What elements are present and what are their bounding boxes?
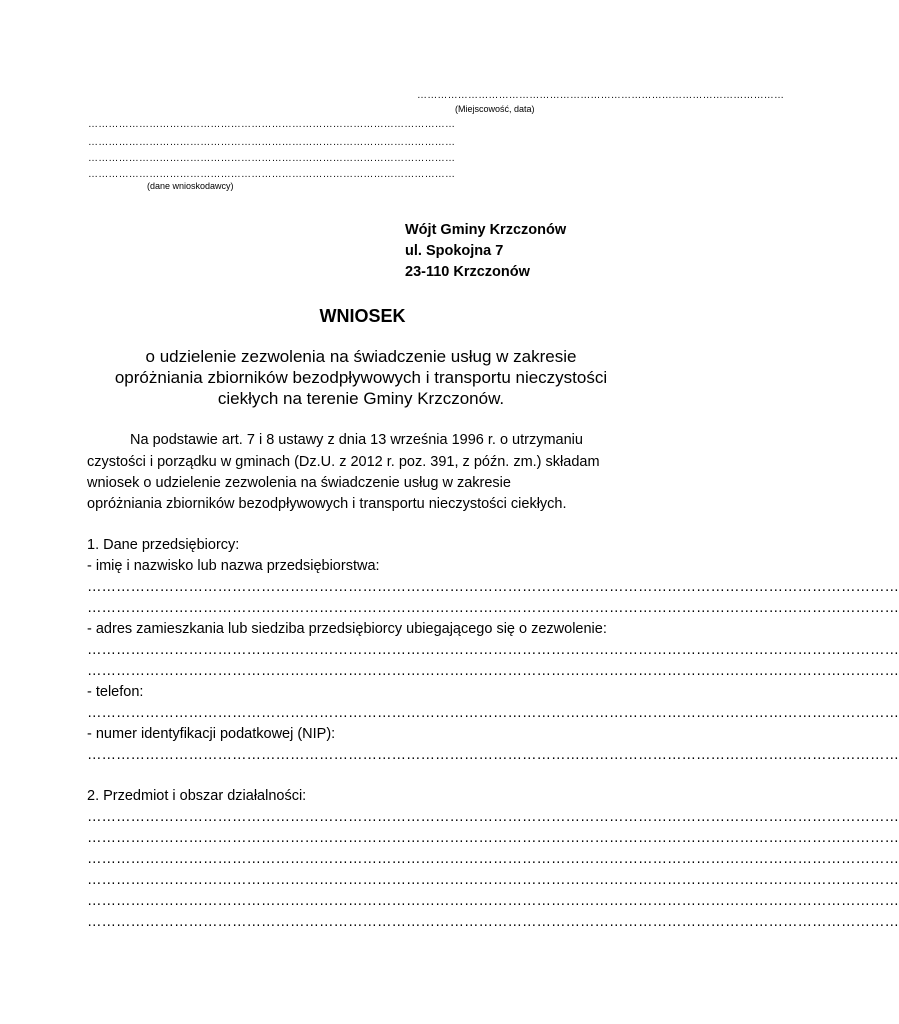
nip-field[interactable]: …………………………………………………………………………………………………………………………………………………… — [87, 747, 899, 763]
address-field-1[interactable]: …………………………………………………………………………………………………………………………………………………… — [87, 642, 899, 658]
section1-heading: 1. Dane przedsiębiorcy: — [87, 537, 240, 553]
phone-label: - telefon: — [87, 684, 144, 700]
name-field-2[interactable]: …………………………………………………………………………………………………………………………………………………… — [87, 600, 899, 616]
activity-field-4[interactable]: …………………………………………………………………………………………………………………………………………………… — [87, 872, 899, 888]
activity-field-2[interactable]: …………………………………………………………………………………………………………………………………………………… — [87, 830, 899, 846]
intro-line-2: czystości i porządku w gminach (Dz.U. z 2012 r. poz. 391, z późn. zm.) składam — [87, 454, 600, 470]
address-label: - adres zamieszkania lub siedziba przedsiębiorcy ubiegającego się o zezwolenie: — [87, 621, 607, 637]
applicant-field-1[interactable]: ……………………………………………………………………………………………… — [88, 119, 456, 130]
recipient-line-1: Wójt Gminy Krzczonów — [405, 222, 567, 238]
subtitle-line-2: opróżniania zbiorników bezodpływowych i transportu nieczystości — [114, 368, 608, 387]
activity-field-6[interactable]: …………………………………………………………………………………………………………………………………………………… — [87, 914, 899, 930]
subtitle-line-1: o udzielenie zezwolenia na świadczenie usług w zakresie — [145, 347, 577, 366]
intro-line-1: Na podstawie art. 7 i 8 ustawy z dnia 13 września 1996 r. o utrzymaniu — [130, 432, 583, 448]
intro-line-3: wniosek o udzielenie zezwolenia na świadczenie usług w zakresie — [87, 475, 511, 491]
intro-line-4: opróżniania zbiorników bezodpływowych i transportu nieczystości ciekłych. — [87, 496, 567, 512]
applicant-field-2[interactable]: ……………………………………………………………………………………………… — [88, 137, 456, 148]
place-date-field[interactable]: ……………………………………………………………………………………………… — [417, 90, 785, 101]
activity-field-3[interactable]: …………………………………………………………………………………………………………………………………………………… — [87, 851, 899, 867]
applicant-field-3[interactable]: ……………………………………………………………………………………………… — [88, 153, 456, 164]
document-title: WNIOSEK — [319, 306, 406, 326]
name-label: - imię i nazwisko lub nazwa przedsiębiorstwa: — [87, 558, 380, 574]
activity-field-1[interactable]: …………………………………………………………………………………………………………………………………………………… — [87, 809, 899, 825]
section2-heading: 2. Przedmiot i obszar działalności: — [87, 788, 307, 804]
recipient-line-3: 23-110 Krzczonów — [405, 264, 530, 280]
address-field-2[interactable]: …………………………………………………………………………………………………………………………………………………… — [87, 663, 899, 679]
applicant-caption: (dane wnioskodawcy) — [147, 181, 234, 191]
nip-label: - numer identyfikacji podatkowej (NIP): — [87, 726, 336, 742]
recipient-line-2: ul. Spokojna 7 — [405, 243, 504, 259]
place-date-caption: (Miejscowość, data) — [455, 104, 535, 114]
applicant-field-4[interactable]: ……………………………………………………………………………………………… — [88, 169, 456, 180]
name-field-1[interactable]: …………………………………………………………………………………………………………………………………………………… — [87, 579, 899, 595]
subtitle-line-3: ciekłych na terenie Gminy Krzczonów. — [217, 389, 505, 408]
activity-field-5[interactable]: …………………………………………………………………………………………………………………………………………………… — [87, 893, 899, 909]
phone-field[interactable]: …………………………………………………………………………………………………………………………………………………… — [87, 705, 899, 721]
